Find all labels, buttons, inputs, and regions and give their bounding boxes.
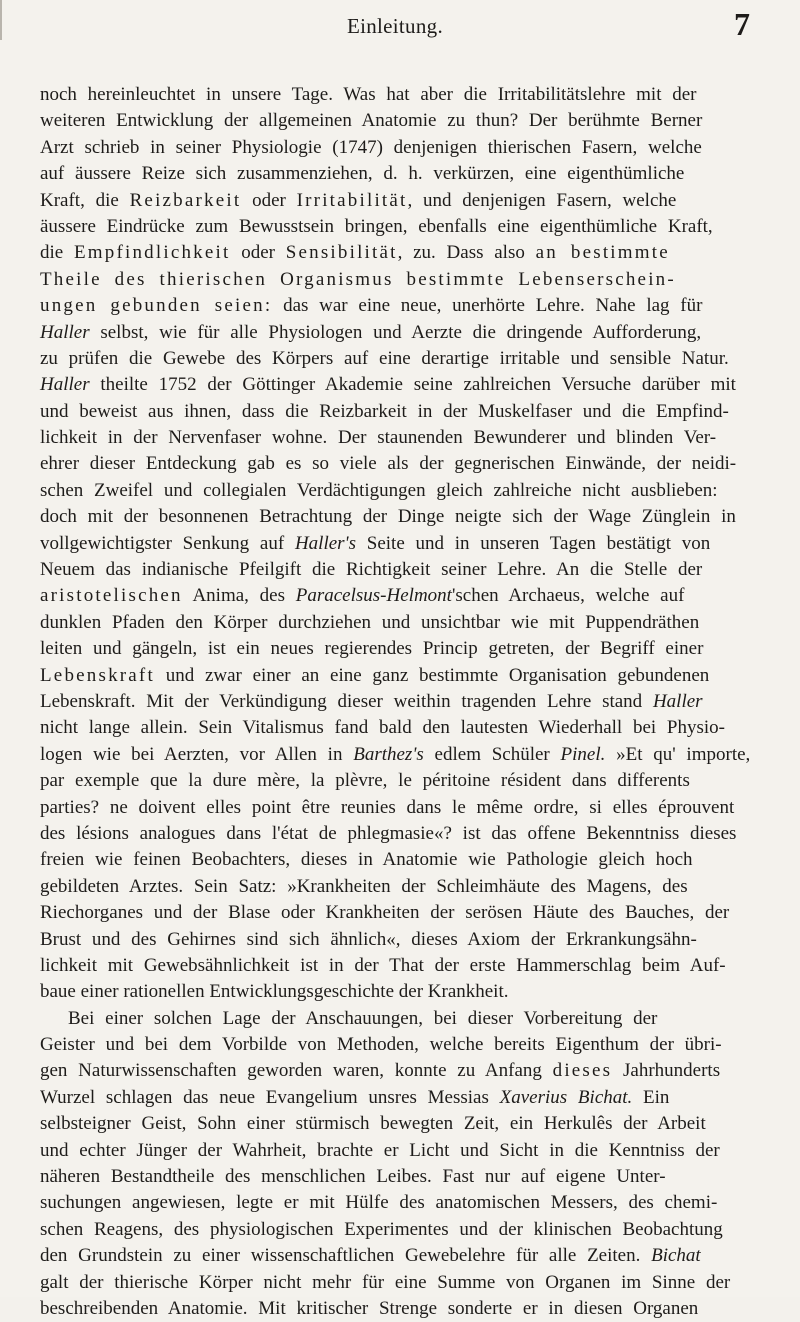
text-segment: Anima, des: [182, 585, 296, 607]
italic-segment: Paracelsus-Helmont: [295, 585, 452, 607]
italic-segment: Bichat: [651, 1245, 701, 1267]
text-line: baue einer rationellen Entwicklungsgeschichte der Krankheit.: [40, 981, 509, 1003]
text-line: [40, 531, 752, 557]
spaced-emphasis-segment: Empfindlichkeit: [73, 242, 231, 264]
text-line: und echter Jünger der Wahrheit, brachte er Licht und Sicht in die Kenntniss der: [40, 1139, 720, 1161]
text-segment: gen Naturwissenschaften geworden waren, konnte zu Anfang: [40, 1060, 553, 1082]
text-line: Bei einer solchen Lage der Anschauungen, bei dieser Vorbereitung der: [68, 1007, 658, 1029]
text-segment: oder: [230, 242, 286, 264]
text-line: galt der thierische Körper nicht mehr für eine Summe von Organen im Sinne der: [40, 1271, 731, 1293]
text-segment: oder: [241, 189, 297, 211]
page-header: [40, 6, 750, 46]
text-line: schen Zweifel und collegialen Verdächtigungen gleich zahlreiche nicht ausblieben:: [40, 479, 718, 501]
text-line: Riechorganes und der Blase oder Krankheiten der serösen Häute des Bauches, der: [40, 902, 730, 924]
text-line: nicht lange allein. Sein Vitalismus fand bald den lautesten Wiederhall bei Physio-: [40, 717, 725, 739]
text-line: weiteren Entwicklung der allgemeinen Anatomie zu thun? Der berühmte Berner: [40, 110, 703, 132]
text-line: [40, 188, 752, 214]
text-segment: Kraft, die: [40, 189, 130, 211]
spaced-emphasis-segment: Sensibilität: [285, 242, 398, 264]
text-line: beschreibenden Anatomie. Mit kritischer Strenge sonderte er in diesen Organen: [40, 1297, 699, 1319]
text-segment: edlem Schüler: [423, 743, 561, 765]
text-line: [40, 320, 752, 346]
text-line: Neuem das indianische Pfeilgift die Richtigkeit seiner Lehre. An die Stelle der: [40, 559, 703, 581]
italic-segment: Pinel.: [560, 743, 606, 765]
text-line: [40, 663, 752, 689]
text-line: gebildeten Arztes. Sein Satz: »Krankheiten der Schleimhäute des Magens, des: [40, 875, 688, 897]
text-line: [40, 372, 752, 398]
text-line: doch mit der besonnenen Betrachtung der Dinge neigte sich der Wage Zünglein in: [40, 506, 736, 528]
italic-segment: Haller's: [294, 532, 357, 554]
text-line: Geister und bei dem Vorbilde von Methoden, welche bereits Eigenthum der übri-: [40, 1034, 722, 1056]
italic-segment: Barthez's: [353, 743, 424, 765]
text-segment: logen wie bei Aerzten, vor Allen in: [40, 743, 354, 765]
text-segment: und zwar einer an eine ganz bestimmte Organisation gebundenen: [154, 664, 710, 686]
text-line: lichkeit mit Gewebsähnlichkeit ist in der That der erste Hammerschlag beim Auf-: [40, 954, 726, 976]
text-line: [40, 240, 752, 266]
italic-segment: Xaverius Bichat.: [499, 1086, 633, 1108]
text-line: selbsteigner Geist, Sohn einer stürmisch bewegten Zeit, ein Herkulês der Arbeit: [40, 1113, 706, 1135]
text-line: näheren Bestandtheile des menschlichen Leibes. Fast nur auf eigene Unter-: [40, 1166, 666, 1188]
page-number: 7: [734, 6, 750, 42]
text-line: par exemple que la dure mère, la plèvre, le péritoine résident dans differents: [40, 770, 690, 792]
text-line: [40, 267, 752, 293]
text-segment: 'schen Archaeus, welche auf: [451, 585, 685, 607]
text-line: suchungen angewiesen, legte er mit Hülfe des anatomischen Messers, des chemi-: [40, 1192, 718, 1214]
text-line: dunklen Pfaden den Körper durchziehen und unsichtbar wie mit Puppendräthen: [40, 611, 700, 633]
text-line: Arzt schrieb in seiner Physiologie (1747) denjenigen thierischen Fasern, welche: [40, 136, 702, 158]
text-segment: selbst, wie für alle Physiologen und Aerzte die dringende Aufforderung,: [89, 321, 702, 343]
text-segment: das war eine neue, unerhörte Lehre. Nahe lag für: [272, 295, 703, 317]
text-line: [40, 689, 752, 715]
text-line: schen Reagens, des physiologischen Experimentes und der klinischen Beobachtung: [40, 1218, 723, 1240]
spaced-emphasis-segment: an bestimmte: [535, 242, 670, 264]
running-head: Einleitung.: [346, 14, 444, 38]
text-segment: vollgewichtigster Senkung auf: [40, 532, 295, 554]
text-segment: Ein: [632, 1086, 670, 1108]
text-line: [40, 1243, 752, 1269]
text-segment: Wurzel schlagen das neue Evangelium unsres Messias: [40, 1086, 500, 1108]
text-line: ehrer dieser Entdeckung gab es so viele als der gegnerischen Einwände, der neidi-: [40, 453, 737, 475]
text-segment: die: [40, 242, 74, 264]
text-segment: »Et qu' importe,: [605, 743, 751, 765]
text-line: leiten und gängeln, ist ein neues regierendes Princip getreten, der Begriff einer: [40, 638, 704, 660]
spaced-emphasis-segment: aristotelischen: [40, 585, 183, 607]
text-line: parties? ne doivent elles point être reunies dans le même ordre, si elles éprouvent: [40, 796, 735, 818]
text-line: freien wie feinen Beobachters, dieses in Anatomie wie Pathologie gleich hoch: [40, 849, 693, 871]
text-segment: Lebenskraft. Mit der Verkündigung dieser weithin tragenden Lehre stand: [40, 690, 653, 712]
text-segment: , und denjenigen Fasern, welche: [407, 189, 677, 211]
text-line: [40, 1085, 752, 1111]
text-line: [40, 742, 752, 768]
page-edge-shadow: [0, 0, 2, 40]
text-segment: Seite und in unseren Tagen bestätigt von: [356, 532, 711, 554]
text-segment: theilte 1752 der Göttinger Akademie seine zahlreichen Versuche darüber mit: [89, 374, 736, 396]
spaced-emphasis-segment: Theile des thierischen Organismus bestimmte Lebenserschein-: [40, 268, 676, 290]
spaced-emphasis-segment: Lebenskraft: [40, 664, 155, 686]
text-segment: , zu. Dass also: [397, 242, 536, 264]
body-text: [40, 82, 752, 1322]
text-line: [40, 583, 752, 609]
text-line: [40, 293, 752, 319]
text-line: äussere Eindrücke zum Bewusstsein bringen, ebenfalls eine eigenthümliche Kraft,: [40, 215, 713, 237]
italic-segment: Haller: [40, 321, 90, 343]
text-line: noch hereinleuchtet in unsere Tage. Was hat aber die Irritabilitätslehre mit der: [40, 84, 697, 105]
text-line: [40, 1058, 752, 1084]
text-line: Brust und des Gehirnes sind sich ähnlich«, dieses Axiom der Erkrankungsähn-: [40, 928, 697, 950]
spaced-emphasis-segment: Irritabilität: [296, 189, 408, 211]
text-line: zu prüfen die Gewebe des Körpers auf eine derartige irritable und sensible Natur.: [40, 347, 729, 369]
italic-segment: Haller: [652, 690, 703, 712]
spaced-emphasis-segment: Reizbarkeit: [129, 189, 242, 211]
spaced-emphasis-segment: dieses: [552, 1060, 613, 1082]
text-line: auf äussere Reize sich zusammenziehen, d. h. verkürzen, eine eigenthümliche: [40, 163, 685, 185]
italic-segment: Haller: [40, 374, 90, 396]
text-line: des lésions analogues dans l'état de phlegmasie«? ist das offene Bekenntniss dieses: [40, 822, 737, 844]
text-line: lichkeit in der Nervenfaser wohne. Der staunenden Bewunderer und blinden Ver-: [40, 427, 717, 449]
spaced-emphasis-segment: ungen gebunden seien:: [40, 295, 273, 317]
text-segment: den Grundstein zu einer wissenschaftlichen Gewebelehre für alle Zeiten.: [40, 1245, 652, 1267]
text-segment: Jahrhunderts: [612, 1060, 721, 1082]
text-line: und beweist aus ihnen, dass die Reizbarkeit in der Muskelfaser und die Empfind-: [40, 400, 729, 422]
